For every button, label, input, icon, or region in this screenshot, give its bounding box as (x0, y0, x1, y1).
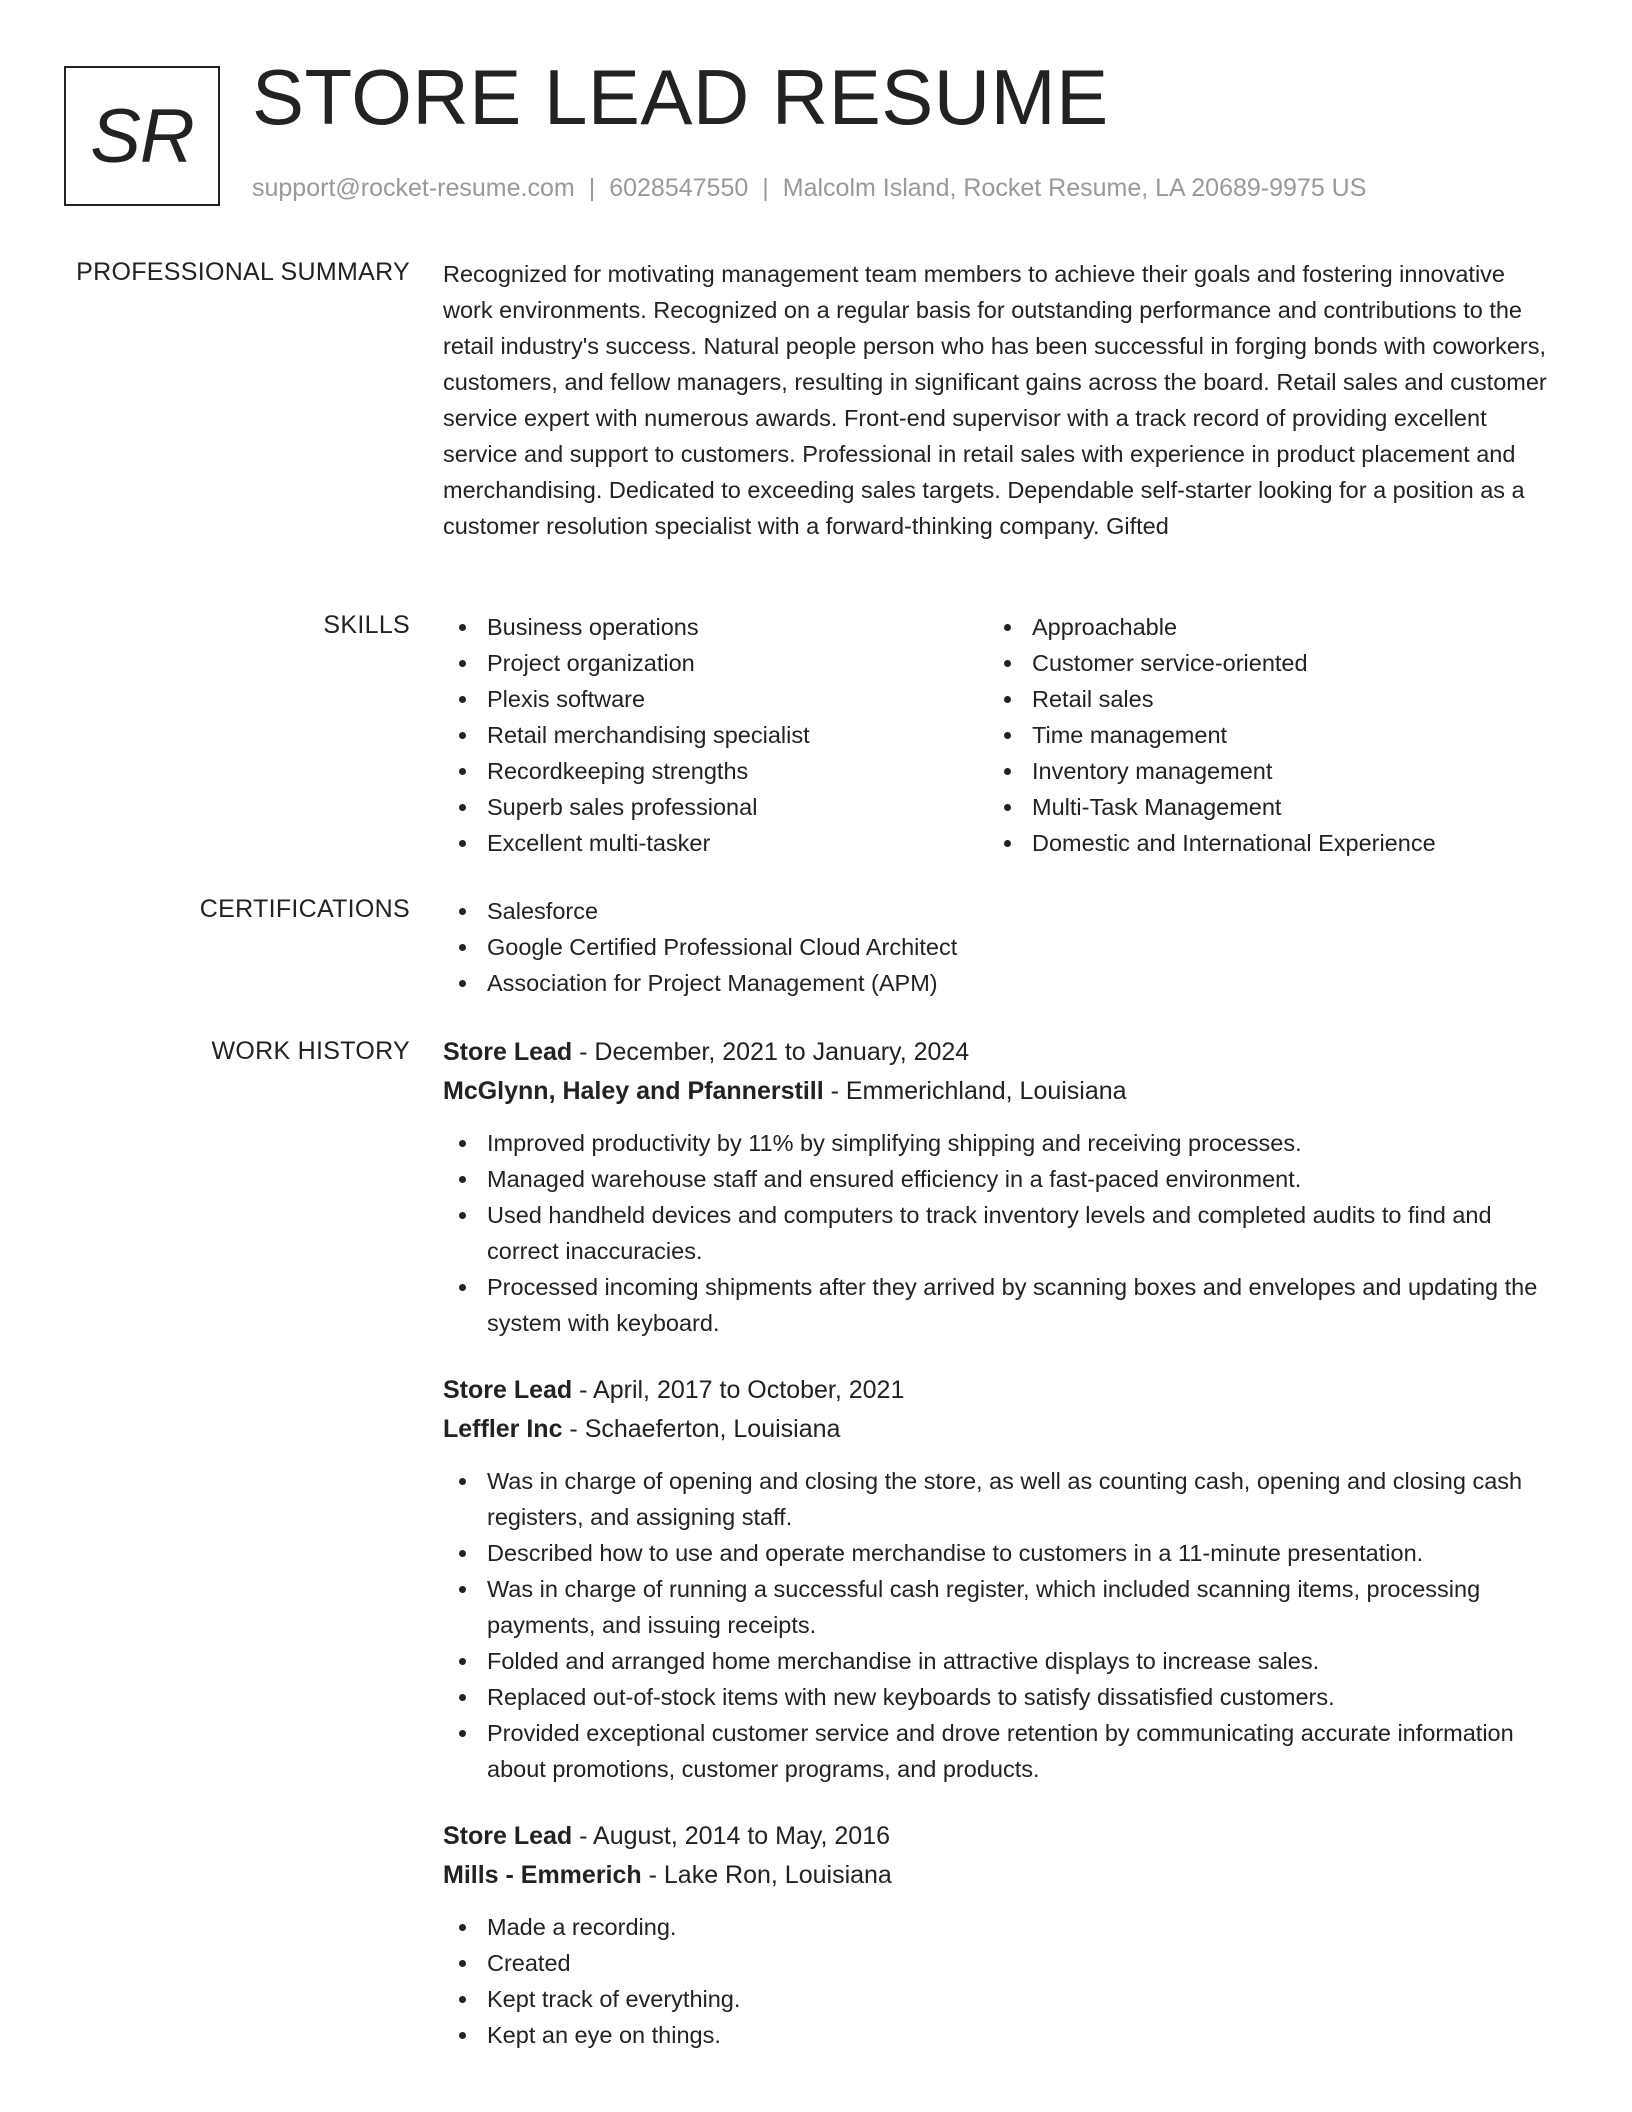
monogram-logo (64, 66, 220, 206)
contact-email[interactable]: support@rocket-resume.com (252, 174, 575, 202)
job-bullets (443, 1125, 1553, 1341)
list-item: Customer service-oriented (988, 645, 1533, 681)
job-title-line (443, 1033, 1553, 1072)
list-item: Retail sales (988, 681, 1533, 717)
monogram-text: SR (90, 93, 194, 179)
work-history-body (443, 1033, 1553, 2053)
job-dates: - August, 2014 to May, 2016 (572, 1822, 891, 1850)
job-title: Store Lead (443, 1038, 573, 1066)
list-item: Salesforce (443, 893, 1553, 929)
list-item: Described how to use and operate merchandise to customers in a 11-minute presentation. (443, 1535, 1553, 1571)
skills-list-right (988, 609, 1533, 861)
list-item: Was in charge of running a successful cash register, which included scanning items, processing payments, and issuing receipts. (443, 1571, 1553, 1643)
contact-address: Malcolm Island, Rocket Resume, LA 20689-9975 US (782, 174, 1367, 202)
contact-separator: | (762, 174, 769, 202)
skills-grid (443, 609, 1553, 861)
job-bullets (443, 1463, 1553, 1787)
summary-body (443, 256, 1553, 544)
list-item: Superb sales professional (443, 789, 988, 825)
job-location: - Lake Ron, Louisiana (641, 1861, 892, 1889)
job-company: McGlynn, Haley and Pfannerstill (443, 1077, 824, 1105)
contact-separator: | (588, 174, 596, 202)
resume-title: STORE LEAD RESUME (252, 53, 1109, 141)
list-item: Recordkeeping strengths (443, 753, 988, 789)
contact-phone[interactable]: 6028547550 (609, 174, 749, 202)
job-title-line (443, 1817, 1553, 1856)
section-label-summary: PROFESSIONAL SUMMARY (76, 258, 410, 286)
job-company-line (443, 1072, 1553, 1111)
job-company: Leffler Inc (443, 1415, 563, 1443)
list-item: Domestic and International Experience (988, 825, 1533, 861)
list-item: Business operations (443, 609, 988, 645)
list-item: Used handheld devices and computers to track inventory levels and completed audits to find and correct inaccuracies. (443, 1197, 1553, 1269)
skills-list-left (443, 609, 988, 861)
list-item: Multi-Task Management (988, 789, 1533, 825)
list-item: Project organization (443, 645, 988, 681)
list-item: Made a recording. (443, 1909, 1553, 1945)
list-item: Was in charge of opening and closing the store, as well as counting cash, opening and closing cash registers, and assigning staff. (443, 1463, 1553, 1535)
list-item: Processed incoming shipments after they arrived by scanning boxes and envelopes and updating the system with keyboard. (443, 1269, 1553, 1341)
job-dates: - December, 2021 to January, 2024 (572, 1038, 970, 1066)
job-entry (443, 1371, 1553, 1787)
certifications-list (443, 893, 1553, 1001)
list-item: Kept track of everything. (443, 1981, 1553, 2017)
section-label-work-history: WORK HISTORY (211, 1037, 410, 1065)
job-company-line (443, 1856, 1553, 1895)
list-item: Managed warehouse staff and ensured efficiency in a fast-paced environment. (443, 1161, 1553, 1197)
section-label-skills: SKILLS (323, 611, 410, 639)
list-item: Inventory management (988, 753, 1533, 789)
list-item: Time management (988, 717, 1533, 753)
job-title: Store Lead (443, 1822, 573, 1850)
job-entry (443, 1033, 1553, 1341)
list-item: Excellent multi-tasker (443, 825, 988, 861)
list-item: Folded and arranged home merchandise in attractive displays to increase sales. (443, 1643, 1553, 1679)
list-item: Google Certified Professional Cloud Architect (443, 929, 1553, 965)
job-title: Store Lead (443, 1376, 573, 1404)
job-bullets (443, 1909, 1553, 2053)
list-item: Created (443, 1945, 1553, 1981)
job-location: - Emmerichland, Louisiana (823, 1077, 1127, 1105)
list-item: Plexis software (443, 681, 988, 717)
job-company: Mills - Emmerich (443, 1861, 642, 1889)
list-item: Approachable (988, 609, 1533, 645)
contact-line (252, 174, 1366, 203)
skills-body (443, 609, 1553, 861)
job-dates: - April, 2017 to October, 2021 (572, 1376, 905, 1404)
certifications-body (443, 893, 1553, 1001)
list-item: Kept an eye on things. (443, 2017, 1553, 2053)
list-item: Retail merchandising specialist (443, 717, 988, 753)
summary-text: Recognized for motivating management team members to achieve their goals and fostering innovative work environments. Recognized on a regular basis for outstanding performance and contributions to the retail industry's success. Natural people person who has been successful in forging bonds with coworkers, customers, and fellow managers, resulting in significant gains across the board. Retail sales and customer service expert with numerous awards. Front-end supervisor with a track record of providing excellent service and support to customers. Professional in retail sales with experience in product placement and merchandising. Dedicated to exceeding sales targets. Dependable self-starter looking for a position as a customer resolution specialist with a forward-thinking company. Gifted (443, 261, 1547, 539)
list-item: Replaced out-of-stock items with new keyboards to satisfy dissatisfied customers. (443, 1679, 1553, 1715)
section-label-certifications: CERTIFICATIONS (199, 895, 410, 923)
job-entry (443, 1817, 1553, 2053)
list-item: Provided exceptional customer service and drove retention by communicating accurate information about promotions, customer programs, and products. (443, 1715, 1553, 1787)
list-item: Improved productivity by 11% by simplifying shipping and receiving processes. (443, 1125, 1553, 1161)
job-location: - Schaeferton, Louisiana (562, 1415, 841, 1443)
list-item: Association for Project Management (APM) (443, 965, 1553, 1001)
job-title-line (443, 1371, 1553, 1410)
job-company-line (443, 1410, 1553, 1449)
